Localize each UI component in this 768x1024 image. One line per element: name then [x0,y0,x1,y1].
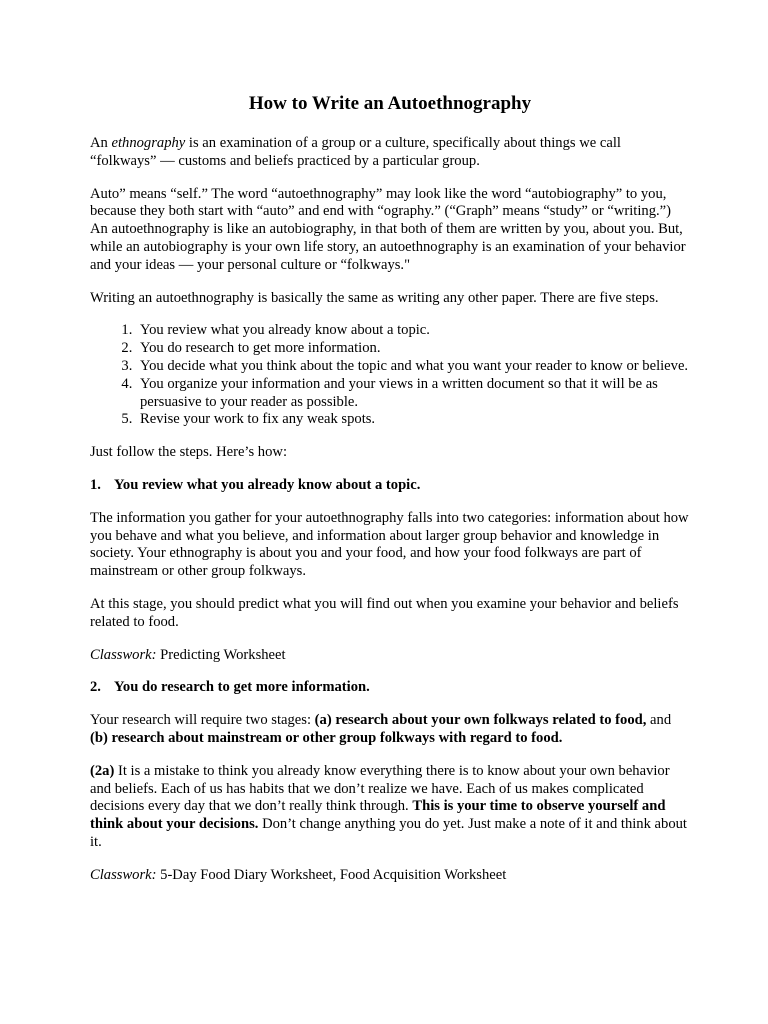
follow-steps-text: Just follow the steps. Here’s how: [90,444,287,461]
s2p1-text-c: and [646,712,672,729]
s2p2-bold: This is your time to observe yourself and think about your decisions. [90,798,666,833]
step-item-5: 5. Revise your work to fix any weak spots. [136,411,690,429]
section-2-heading-text: You do research to get more information. [114,679,370,696]
section-1-paragraph-2: At this stage, you should predict what you will find out when you examine your behavior and beliefs related to food. [90,595,679,630]
section-1-paragraph-1: The information you gather for your autoethnography falls into two categories: information about how you behave and what you believe, and information about larger group behavior and knowledge in society. Your ethnography is about you and your food, and how your food folkways are part of mainstream or other group folkways. [90,509,689,580]
s2p2-label: (2a) [90,762,115,779]
document-page [90,92,690,900]
classwork-text: Predicting Worksheet [156,646,286,663]
steps-list [90,322,690,429]
intro-p1-text-a: An [90,135,112,151]
intro-p1-text-b: is an examination of a group or a culture, specifically about things we call “folkways” — customs and beliefs practiced by a particular group. [90,135,621,169]
section-1-classwork [90,647,690,665]
intro-p1-term: ethnography [111,135,186,151]
intro-paragraph-1 [90,135,690,171]
s2p2-text-b: It is a mistake to think you already know everything there is to know about your own behavior and beliefs. Each of us has habits that we don’t realize we have. Each of us makes complicated decisions every day that we don’t really think through. [90,762,670,815]
step-item-2: 2. You do research to get more information. [136,340,690,358]
s2p1-bold-a: (a) research about your own folkways related to food, [314,712,647,729]
classwork-label: Classwork: [90,646,157,663]
section-2-paragraph-2 [90,763,690,852]
document-title: How to Write an Autoethnography [248,93,532,114]
step-item-4: 4. You organize your information and your views in a written document so that it will be as persuasive to your reader as possible. [136,376,690,412]
s2p1-text-a: Your research will require two stages: [90,712,315,729]
intro-paragraph-3: Writing an autoethnography is basically the same as writing any other paper. There are five steps. [90,289,659,306]
intro-paragraph-2: Auto” means “self.” The word “autoethnography” may look like the word “autobiography” to you, because they both start with “auto” and end with “ography.” (“Graph” means “study” or “writing.”) An autoethnography is like an autobiography, in that both of them are written by you, about you. But, while an autobiography is your own life story, an autoethnography is an examination of your behavior and your ideas — your personal culture or “folkways." [90,185,686,273]
s2p2-text-d: Don’t change anything you do yet. Just make a note of it and think about it. [90,816,687,850]
section-1-heading-text: You review what you already know about a topic. [114,476,421,493]
section-2-paragraph-1 [90,712,690,748]
classwork-label: Classwork: [90,866,157,883]
s2p1-bold-b: (b) research about mainstream or other group folkways with regard to food. [90,729,563,746]
section-1-heading [90,477,690,495]
step-item-1: 1. You review what you already know about a topic. [136,322,690,340]
classwork-text: 5-Day Food Diary Worksheet, Food Acquisition Worksheet [156,866,507,883]
section-1-number: 1. [90,476,101,493]
step-item-3: 3. You decide what you think about the topic and what you want your reader to know or believe. [136,358,690,376]
section-2-heading [90,679,690,697]
section-2-number: 2. [90,679,101,696]
section-2-classwork [90,867,690,885]
